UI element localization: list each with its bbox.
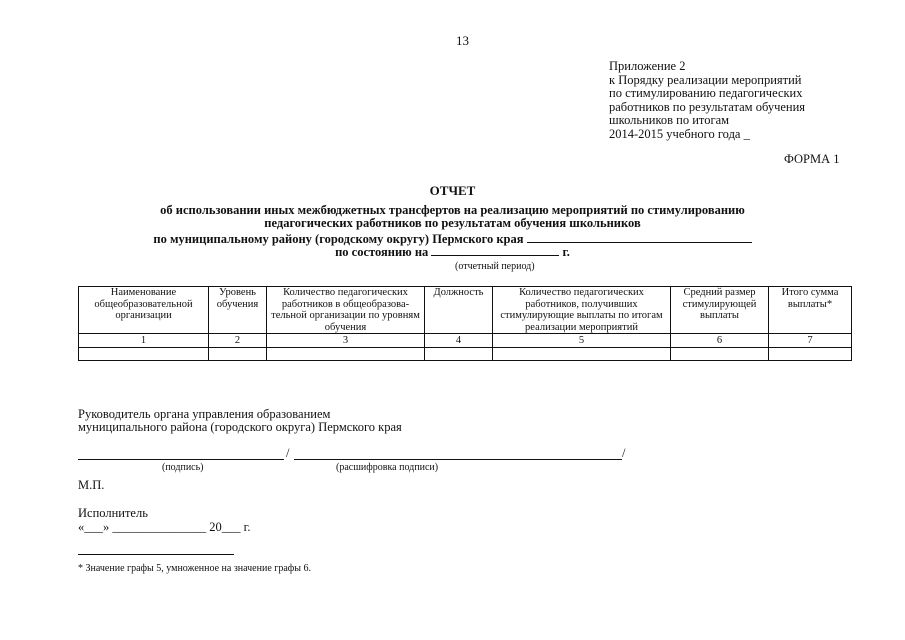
subtitle-line-4 <box>0 245 905 259</box>
signature-separator-end: / <box>622 446 626 460</box>
appendix-block <box>609 60 805 142</box>
column-header: Итого сумма выплаты* <box>769 287 852 334</box>
executor-date-line[interactable]: «___» _______________ 20___ г. <box>78 520 251 534</box>
signature-separator: / <box>286 446 290 460</box>
column-number: 7 <box>769 334 852 348</box>
appendix-line: 2014-2015 учебного года _ <box>609 126 750 141</box>
column-header: Средний размер стимулирующей выплаты <box>671 287 769 334</box>
page-number: 13 <box>456 33 469 48</box>
as-of-label: по состоянию на <box>335 245 429 259</box>
table-row <box>79 348 852 361</box>
table-cell[interactable] <box>79 348 209 361</box>
appendix-line: по стимулированию педагогических <box>609 86 803 101</box>
column-number: 6 <box>671 334 769 348</box>
form-label: ФОРМА 1 <box>784 152 840 166</box>
column-header: Количество педагогических работников, получивших стимулирующие выплаты по итогам реализации мероприятий <box>493 287 671 334</box>
column-number-row <box>79 334 852 348</box>
stamp-place: М.П. <box>78 478 105 492</box>
signature-decode-blank[interactable] <box>294 459 622 460</box>
footnote-divider <box>78 554 234 555</box>
footnote: * Значение графы 5, умноженное на значение графы 6. <box>78 563 312 574</box>
table-cell[interactable] <box>493 348 671 361</box>
appendix-line: школьников по итогам <box>609 113 730 128</box>
decode-caption: (расшифровка подписи) <box>336 462 439 473</box>
executor-block <box>78 506 250 534</box>
column-number: 5 <box>493 334 671 348</box>
appendix-line: Приложение 2 <box>609 59 686 73</box>
column-header: Количество педагогических работников в общеобразова-тельной организации по уровням обучения <box>267 287 425 334</box>
table-cell[interactable] <box>267 348 425 361</box>
municipality-blank[interactable] <box>527 232 752 243</box>
subtitle-municipality-label: по муниципальному району (городскому округу) Пермского края <box>153 232 524 246</box>
signatory-line-2: муниципального района (городского округа) Пермского края <box>78 420 402 434</box>
column-number: 2 <box>209 334 267 348</box>
subtitle-line-3 <box>0 232 905 246</box>
subtitle-line-1: об использовании иных межбюджетных трансфертов на реализацию мероприятий по стимулированию <box>160 203 745 217</box>
executor-label: Исполнитель <box>78 506 148 520</box>
year-suffix: г. <box>562 245 570 259</box>
signatory-block <box>78 408 402 434</box>
column-number: 4 <box>425 334 493 348</box>
column-number: 1 <box>79 334 209 348</box>
report-title: ОТЧЕТ <box>429 183 476 198</box>
appendix-line: работников по результатам обучения <box>609 99 806 114</box>
table-cell[interactable] <box>769 348 852 361</box>
table-cell[interactable] <box>425 348 493 361</box>
as-of-date-blank[interactable] <box>431 245 559 256</box>
column-number: 3 <box>267 334 425 348</box>
appendix-line: к Порядку реализации мероприятий <box>609 72 802 87</box>
subtitle-line-2: педагогических работников по результатам обучения школьников <box>264 216 641 230</box>
signature-blank[interactable] <box>78 459 284 460</box>
column-header: Уровень обучения <box>209 287 267 334</box>
signature-caption: (подпись) <box>162 462 204 473</box>
signatory-line-1: Руководитель органа управления образованием <box>78 407 331 421</box>
table-cell[interactable] <box>671 348 769 361</box>
table-cell[interactable] <box>209 348 267 361</box>
report-table <box>78 286 852 361</box>
period-caption: (отчетный период) <box>455 261 535 272</box>
table-header-row <box>79 287 852 334</box>
column-header: Должность <box>425 287 493 334</box>
column-header: Наименование общеобразовательной организации <box>79 287 209 334</box>
